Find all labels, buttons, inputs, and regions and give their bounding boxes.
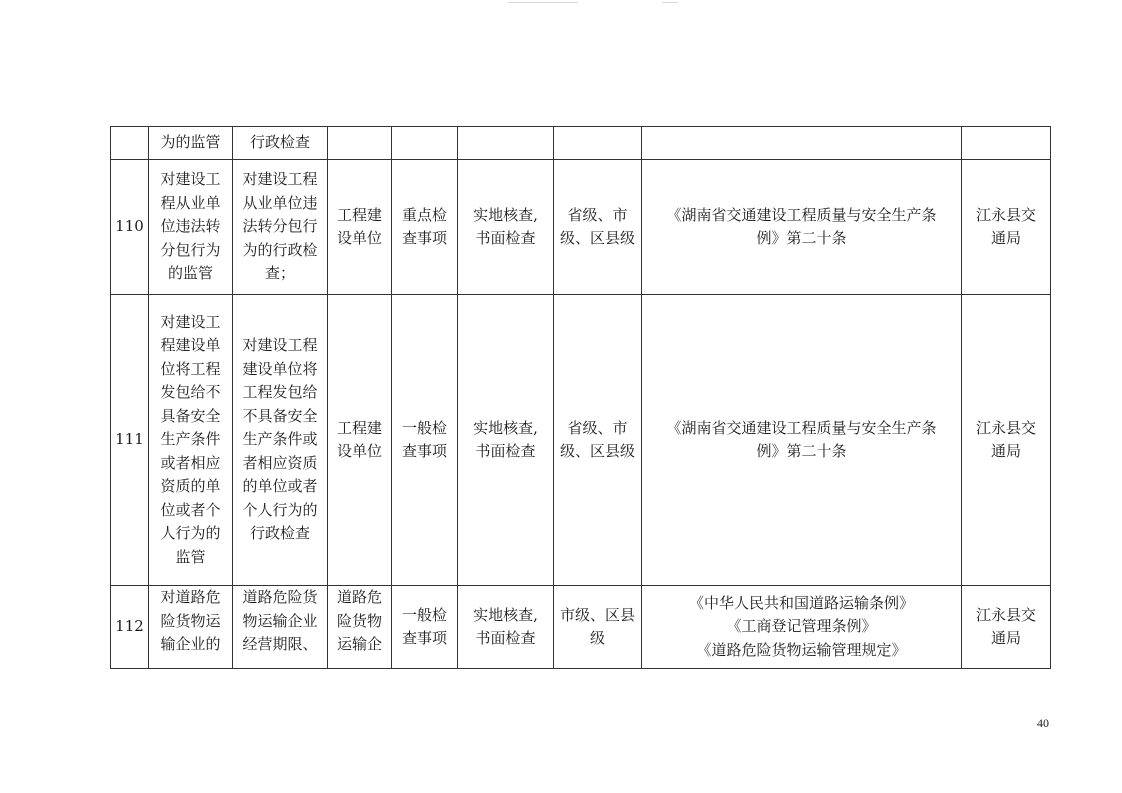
text-line: 通局: [990, 229, 1021, 247]
text-line: 级: [589, 629, 605, 647]
basis-cell: [642, 160, 962, 295]
level-cell: [554, 295, 642, 586]
text-line: 经营期限、: [242, 635, 318, 653]
text-line: 例》第二十条: [756, 229, 847, 247]
text-line: 险货物: [336, 611, 382, 630]
text-line: 书面检查: [475, 629, 536, 647]
text-line: 道路危: [336, 588, 382, 606]
object-cell: [328, 160, 392, 295]
basis-cell: [642, 127, 962, 160]
method-cell: [458, 160, 554, 295]
text-line: 江永县交: [975, 605, 1036, 624]
scan-artifact: [508, 2, 578, 3]
text-line: 书面检查: [475, 442, 536, 460]
text-line: 一般检: [401, 418, 447, 437]
text-line: 市级、区县: [559, 605, 635, 624]
text-line: 设单位: [336, 442, 382, 460]
level-cell: [554, 127, 642, 160]
text-line: 对建设工程: [242, 336, 318, 355]
item-name-cell: [149, 586, 233, 669]
dept-cell: [962, 160, 1051, 295]
table-row: [111, 295, 1051, 586]
text-line: 设单位: [336, 229, 382, 247]
text-line: 例》第二十条: [756, 442, 847, 460]
content-cell: [233, 586, 328, 669]
text-line: 资质的单: [160, 477, 221, 496]
text-line: 《中华人民共和国道路运输条例》: [688, 593, 914, 612]
text-line: 者相应资质: [242, 453, 318, 472]
text-line: 人行为的: [160, 524, 221, 543]
level-cell: [554, 160, 642, 295]
text-line: 生产条件: [160, 430, 221, 449]
text-line: 工程发包给: [242, 383, 318, 402]
table-row: [111, 160, 1051, 295]
text-line: 实地核查,: [473, 605, 538, 624]
page-number: 40: [1037, 716, 1049, 730]
text-line: 对建设工: [160, 312, 221, 331]
text-line: 《湖南省交通建设工程质量与安全生产条: [666, 418, 937, 437]
table-row: [111, 586, 1051, 669]
item-name-cell: [149, 127, 233, 160]
text-line: 江永县交: [975, 205, 1036, 224]
category-cell: [392, 160, 458, 295]
text-line: 查事项: [401, 229, 447, 247]
text-line: 级、区县级: [559, 229, 635, 247]
text-line: 位将工程: [160, 359, 221, 378]
object-cell: [328, 295, 392, 586]
text-line: 位或者个: [160, 500, 221, 519]
basis-cell: [642, 295, 962, 586]
text-line: 分包行为: [160, 240, 221, 259]
row-number-cell: [111, 295, 149, 586]
text-line: 的监管: [167, 264, 213, 283]
text-line: 为的监管: [160, 133, 221, 152]
text-line: 《道路危险货物运输管理规定》: [696, 640, 907, 659]
text-line: 实地核查,: [473, 418, 538, 437]
text-line: 监管: [175, 547, 206, 566]
level-cell: [554, 586, 642, 669]
category-cell: [392, 586, 458, 669]
row-number-cell: [111, 127, 149, 160]
text-line: 程从业单: [160, 193, 221, 212]
object-cell: [328, 127, 392, 160]
text-line: 省级、市: [567, 205, 628, 224]
text-line: 输企业的: [160, 635, 221, 653]
text-line: 个人行为的: [242, 500, 318, 519]
text-line: 为的行政检: [242, 240, 318, 259]
method-cell: [458, 127, 554, 160]
text-line: 物运输企业: [242, 611, 318, 630]
text-line: 对道路危: [160, 588, 221, 606]
text-line: 一般检: [401, 605, 447, 624]
text-line: 通局: [990, 442, 1021, 460]
text-line: 运输企: [336, 635, 382, 653]
text-line: 行政检查: [249, 133, 310, 152]
content-cell: [233, 160, 328, 295]
text-line: 查；: [264, 264, 295, 283]
row-number-cell: [111, 160, 149, 295]
content-cell: [233, 127, 328, 160]
row-number: 112: [115, 617, 144, 636]
dept-cell: [962, 127, 1051, 160]
text-line: 工程建: [336, 205, 382, 224]
text-line: 江永县交: [975, 418, 1036, 437]
text-line: 通局: [990, 629, 1021, 647]
text-line: 法转分包行: [242, 217, 318, 236]
text-line: 对建设工: [160, 170, 221, 189]
table-row: [111, 127, 1051, 160]
text-line: 险货物运: [160, 611, 221, 630]
text-line: 省级、市: [567, 418, 628, 437]
item-name-cell: [149, 160, 233, 295]
object-cell: [328, 586, 392, 669]
text-line: 不具备安全: [242, 406, 318, 425]
item-name-cell: [149, 295, 233, 586]
row-number-cell: [111, 586, 149, 669]
text-line: 实地核查,: [473, 205, 538, 224]
basis-cell: [642, 586, 962, 669]
text-line: 具备安全: [160, 406, 221, 425]
content-cell: [233, 295, 328, 586]
text-line: 行政检查: [249, 524, 310, 543]
text-line: 重点检: [401, 205, 447, 224]
text-line: 查事项: [401, 442, 447, 460]
scan-artifact: [662, 2, 678, 3]
dept-cell: [962, 295, 1051, 586]
text-line: 对建设工程: [242, 170, 318, 189]
text-line: 程建设单: [160, 336, 221, 355]
text-line: 生产条件或: [242, 430, 318, 449]
text-line: 查事项: [401, 629, 447, 647]
text-line: 级、区县级: [559, 442, 635, 460]
category-cell: [392, 127, 458, 160]
method-cell: [458, 586, 554, 669]
text-line: 工程建: [336, 418, 382, 437]
row-number: 110: [115, 217, 144, 236]
dept-cell: [962, 586, 1051, 669]
text-line: 建设单位将: [242, 359, 318, 378]
text-line: 的单位或者: [242, 477, 318, 496]
row-number: 111: [115, 430, 144, 449]
text-line: 《湖南省交通建设工程质量与安全生产条: [666, 205, 937, 224]
text-line: 《工商登记管理条例》: [726, 617, 877, 636]
text-line: 书面检查: [475, 229, 536, 247]
text-line: 位违法转: [160, 217, 221, 236]
text-line: 从业单位违: [242, 193, 318, 212]
text-line: 或者相应: [160, 453, 221, 472]
inspection-items-table: [110, 126, 1051, 669]
method-cell: [458, 295, 554, 586]
text-line: 道路危险货: [242, 588, 318, 606]
category-cell: [392, 295, 458, 586]
text-line: 发包给不: [160, 383, 221, 402]
